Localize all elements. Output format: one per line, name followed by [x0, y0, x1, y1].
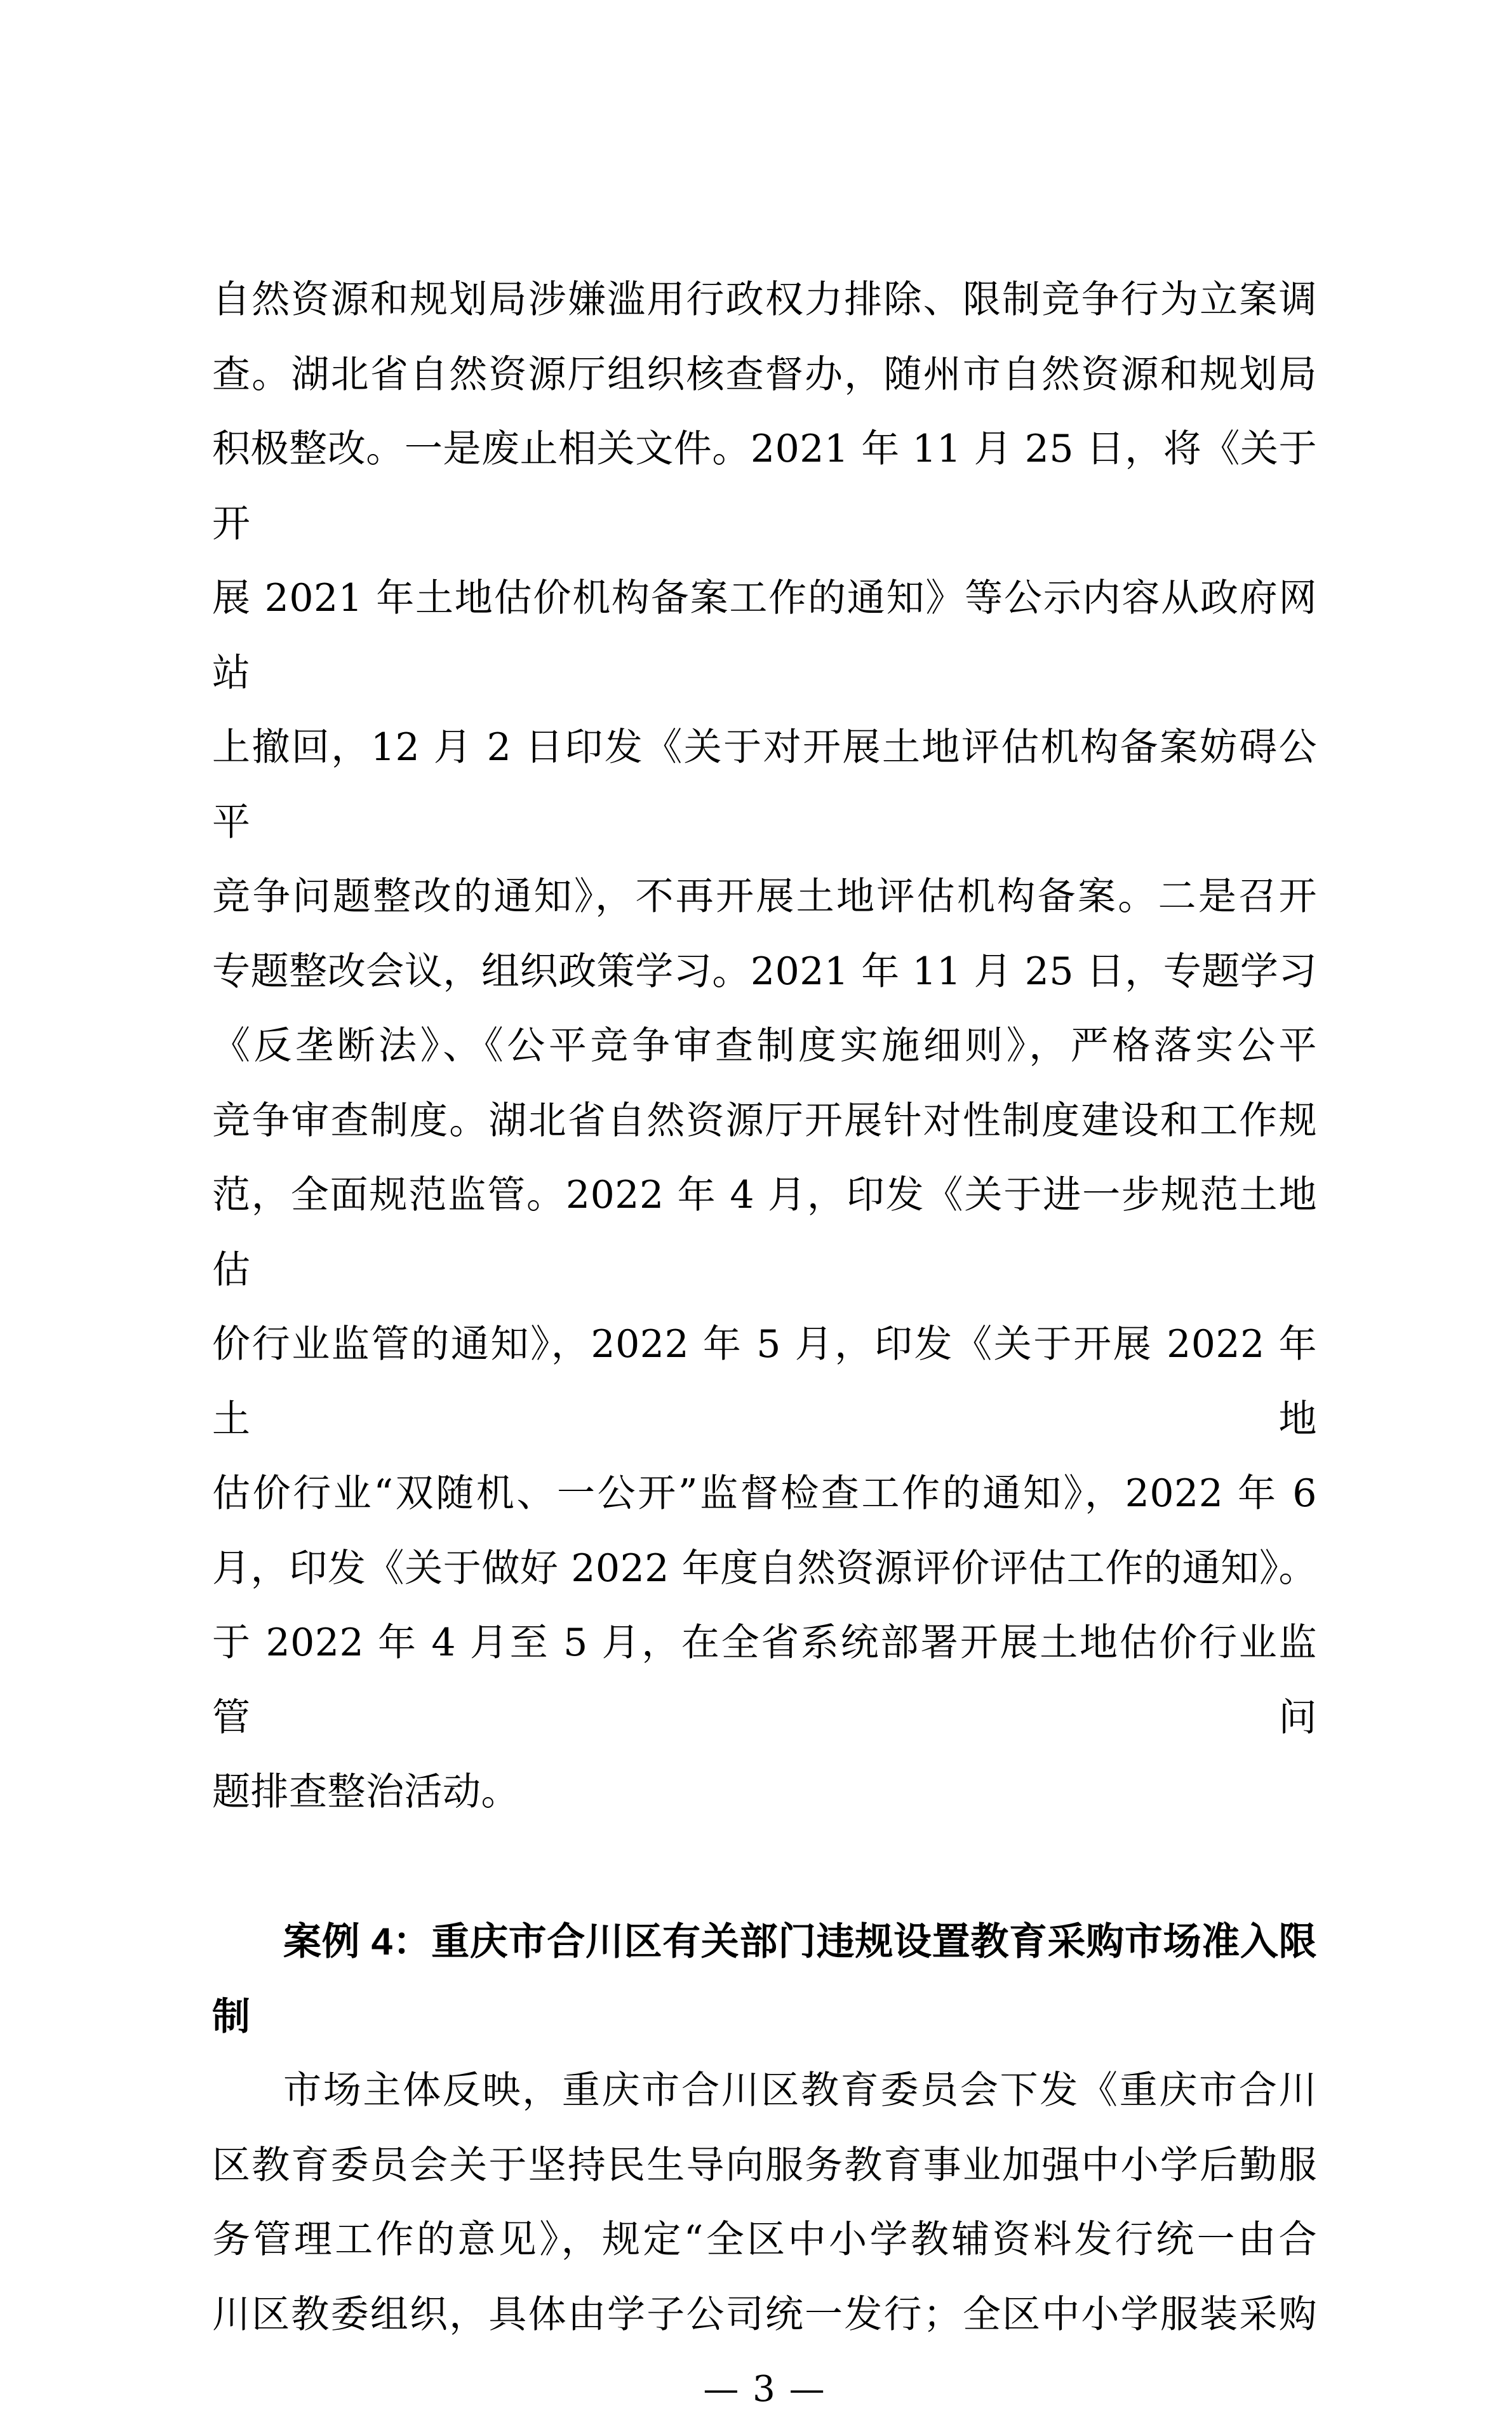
paragraph-gap	[212, 1830, 1317, 1905]
body-line: 市场主体反映，重庆市合川区教育委员会下发《重庆市合川	[283, 2068, 1317, 2113]
body-line: 《反垄断法》、《公平竞争审查制度实施细则》，严格落实公平	[212, 1024, 1317, 1068]
body-line: 务管理工作的意见》，规定“全区中小学教辅资料发行统一由合	[212, 2217, 1317, 2262]
body-line: 范，全面规范监管。2022 年 4 月，印发《关于进一步规范土地估	[212, 1173, 1317, 1292]
body-line: 题排查整治活动。	[212, 1770, 519, 1814]
body-line: 积极整改。一是废止相关文件。2021 年 11 月 25 日，将《关于开	[212, 427, 1317, 546]
body-line: 于 2022 年 4 月至 5 月，在全省系统部署开展土地估价行业监管问	[212, 1621, 1317, 1740]
body-line: 区教育委员会关于坚持民生导向服务教育事业加强中小学后勤服	[212, 2143, 1317, 2188]
body-line: 月，印发《关于做好 2022 年度自然资源评价评估工作的通知》。	[212, 1546, 1317, 1591]
page-number: — 3 —	[703, 2369, 826, 2410]
body-line: 川区教委组织，具体由学子公司统一发行；全区中小学服装采购	[212, 2292, 1317, 2337]
body-line: 竞争问题整改的通知》，不再开展土地评估机构备案。二是召开	[212, 874, 1317, 919]
text-block	[212, 263, 1317, 2427]
body-line: 展 2021 年土地估价机构备案工作的通知》等公示内容从政府网站	[212, 576, 1317, 695]
case-heading-line: 案例 4：重庆市合川区有关部门违规设置教育采购市场准入限	[283, 1920, 1317, 1963]
body-line: 上撤回，12 月 2 日印发《关于对开展土地评估机构备案妨碍公平	[212, 725, 1317, 845]
body-line: 估价行业“双随机、一公开”监督检查工作的通知》，2022 年 6	[212, 1471, 1317, 1516]
body-line: 价行业监管的通知》，2022 年 5 月，印发《关于开展 2022 年土地	[212, 1322, 1317, 1441]
body-line: 查。湖北省自然资源厅组织核查督办，随州市自然资源和规划局	[212, 352, 1317, 397]
body-line: 专题整改会议，组织政策学习。2021 年 11 月 25 日，专题学习	[212, 949, 1317, 994]
case-heading-line: 制	[212, 1995, 251, 2038]
body-line: 竞争审查制度。湖北省自然资源厅开展针对性制度建设和工作规	[212, 1098, 1317, 1143]
body-line: 自然资源和规划局涉嫌滥用行政权力排除、限制竞争行为立案调	[212, 277, 1317, 322]
